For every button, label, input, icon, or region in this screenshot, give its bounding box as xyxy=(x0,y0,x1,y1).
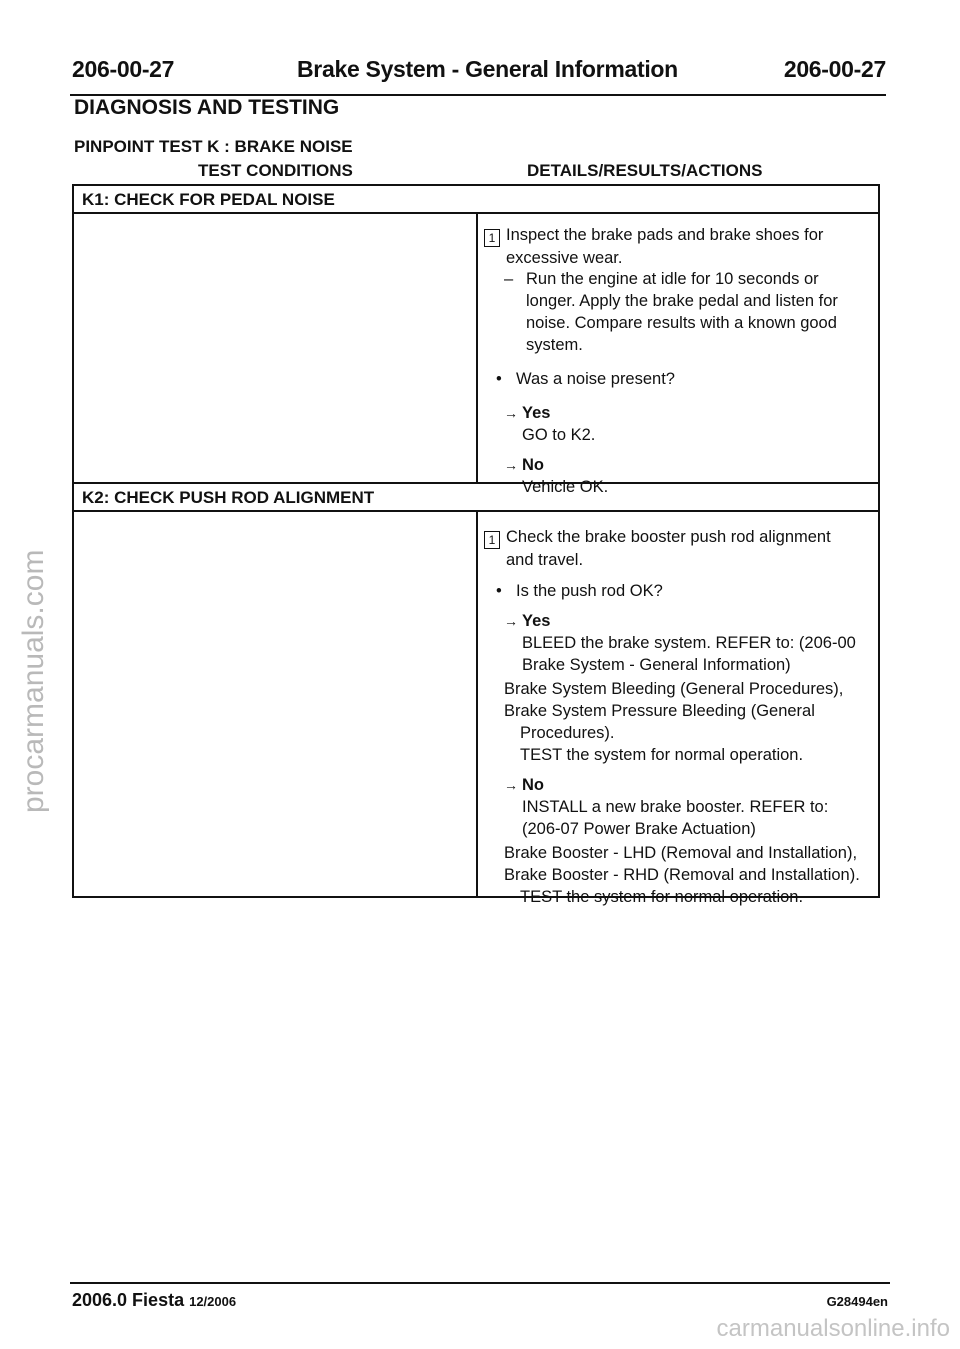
step-k1-details-cell xyxy=(478,214,878,496)
footer-model xyxy=(72,1290,236,1311)
step-number-box: 1 xyxy=(484,229,500,247)
reference-line: Brake System Pressure Bleeding (General xyxy=(504,702,815,720)
instruction-line: Inspect the brake pads and brake shoes for xyxy=(506,226,824,244)
answer-action: BLEED the brake system. REFER to: (206-00 xyxy=(522,634,856,652)
answer-action: GO to K2. xyxy=(522,426,596,444)
reference-line: Brake Booster - RHD (Removal and Installation). xyxy=(504,866,860,884)
answer-action: Brake System - General Information) xyxy=(522,656,791,674)
step-k2-question xyxy=(496,580,663,602)
step-k1-instruction xyxy=(484,224,874,269)
instruction-line: excessive wear. xyxy=(506,249,623,267)
step-k1-row xyxy=(74,214,878,496)
reference-line: Brake Booster - LHD (Removal and Installation), xyxy=(504,844,858,862)
question-text: Was a noise present? xyxy=(516,370,675,388)
reference-line: TEST the system for normal operation. xyxy=(520,888,804,906)
step-k2-details-cell xyxy=(478,512,878,906)
bullet-icon: • xyxy=(496,582,502,600)
footer-rule xyxy=(70,1282,890,1284)
step-k2-heading: K2: CHECK PUSH ROD ALIGNMENT xyxy=(74,484,878,512)
step-k1-answer-yes xyxy=(504,402,884,446)
step-k2-no-references xyxy=(504,842,884,908)
header-title: Brake System - General Information xyxy=(297,56,678,82)
right-arrow-icon: → xyxy=(504,613,518,629)
question-text: Is the push rod OK? xyxy=(516,582,663,600)
pinpoint-test-table xyxy=(72,184,880,906)
reference-line: TEST the system for normal operation. xyxy=(520,746,804,764)
right-arrow-icon: → xyxy=(504,777,518,793)
step-number-box: 1 xyxy=(484,531,500,549)
header-section-code-left: 206-00-27 xyxy=(72,56,175,82)
reference-line: Procedures). xyxy=(520,724,615,742)
substep-line: system. xyxy=(526,336,583,354)
footer-document-code: G28494en xyxy=(826,1294,888,1309)
right-arrow-icon: → xyxy=(504,405,518,421)
substep-line: noise. Compare results with a known good xyxy=(526,314,837,332)
step-k1-conditions-cell xyxy=(74,214,478,482)
header-section-code-right: 206-00-27 xyxy=(783,56,886,82)
step-k1-heading: K1: CHECK FOR PEDAL NOISE xyxy=(74,186,878,214)
answer-action: (206-07 Power Brake Actuation) xyxy=(522,820,756,838)
step-k2-answer-no xyxy=(504,774,884,840)
column-header-details: DETAILS/RESULTS/ACTIONS xyxy=(527,161,763,180)
step-k1-substep xyxy=(504,268,874,356)
answer-label: No xyxy=(522,776,544,794)
watermark-bottom: carmanualsonline.info xyxy=(716,1315,950,1342)
step-k1-answer-no xyxy=(504,454,884,498)
bullet-icon: • xyxy=(496,370,502,388)
page-header xyxy=(70,56,886,96)
step-k2-instruction xyxy=(484,526,874,571)
answer-action: Vehicle OK. xyxy=(522,478,609,496)
step-k1-question xyxy=(496,368,675,390)
substep-line: longer. Apply the brake pedal and listen for xyxy=(526,292,838,310)
footer-date: 12/2006 xyxy=(189,1294,237,1309)
instruction-line: and travel. xyxy=(506,551,584,569)
pinpoint-test-title: PINPOINT TEST K : BRAKE NOISE xyxy=(74,137,353,156)
step-k2-yes-references xyxy=(504,678,884,766)
footer-model-name: 2006.0 Fiesta xyxy=(72,1290,185,1310)
step-k2-answer-yes xyxy=(504,610,884,676)
answer-label: Yes xyxy=(522,404,551,422)
section-title: DIAGNOSIS AND TESTING xyxy=(74,96,340,119)
reference-line: Brake System Bleeding (General Procedures), xyxy=(504,680,844,698)
watermark-left: procarmanuals.com xyxy=(17,549,50,813)
dash-icon: – xyxy=(504,270,514,288)
step-k2-conditions-cell xyxy=(74,512,478,896)
answer-label: No xyxy=(522,456,544,474)
substep-line: Run the engine at idle for 10 seconds or xyxy=(526,270,819,288)
right-arrow-icon: → xyxy=(504,457,518,473)
instruction-line: Check the brake booster push rod alignment xyxy=(506,528,831,546)
answer-action: INSTALL a new brake booster. REFER to: xyxy=(522,798,829,816)
column-header-test-conditions: TEST CONDITIONS xyxy=(198,161,353,180)
answer-label: Yes xyxy=(522,612,551,630)
step-k2-row xyxy=(74,512,878,906)
